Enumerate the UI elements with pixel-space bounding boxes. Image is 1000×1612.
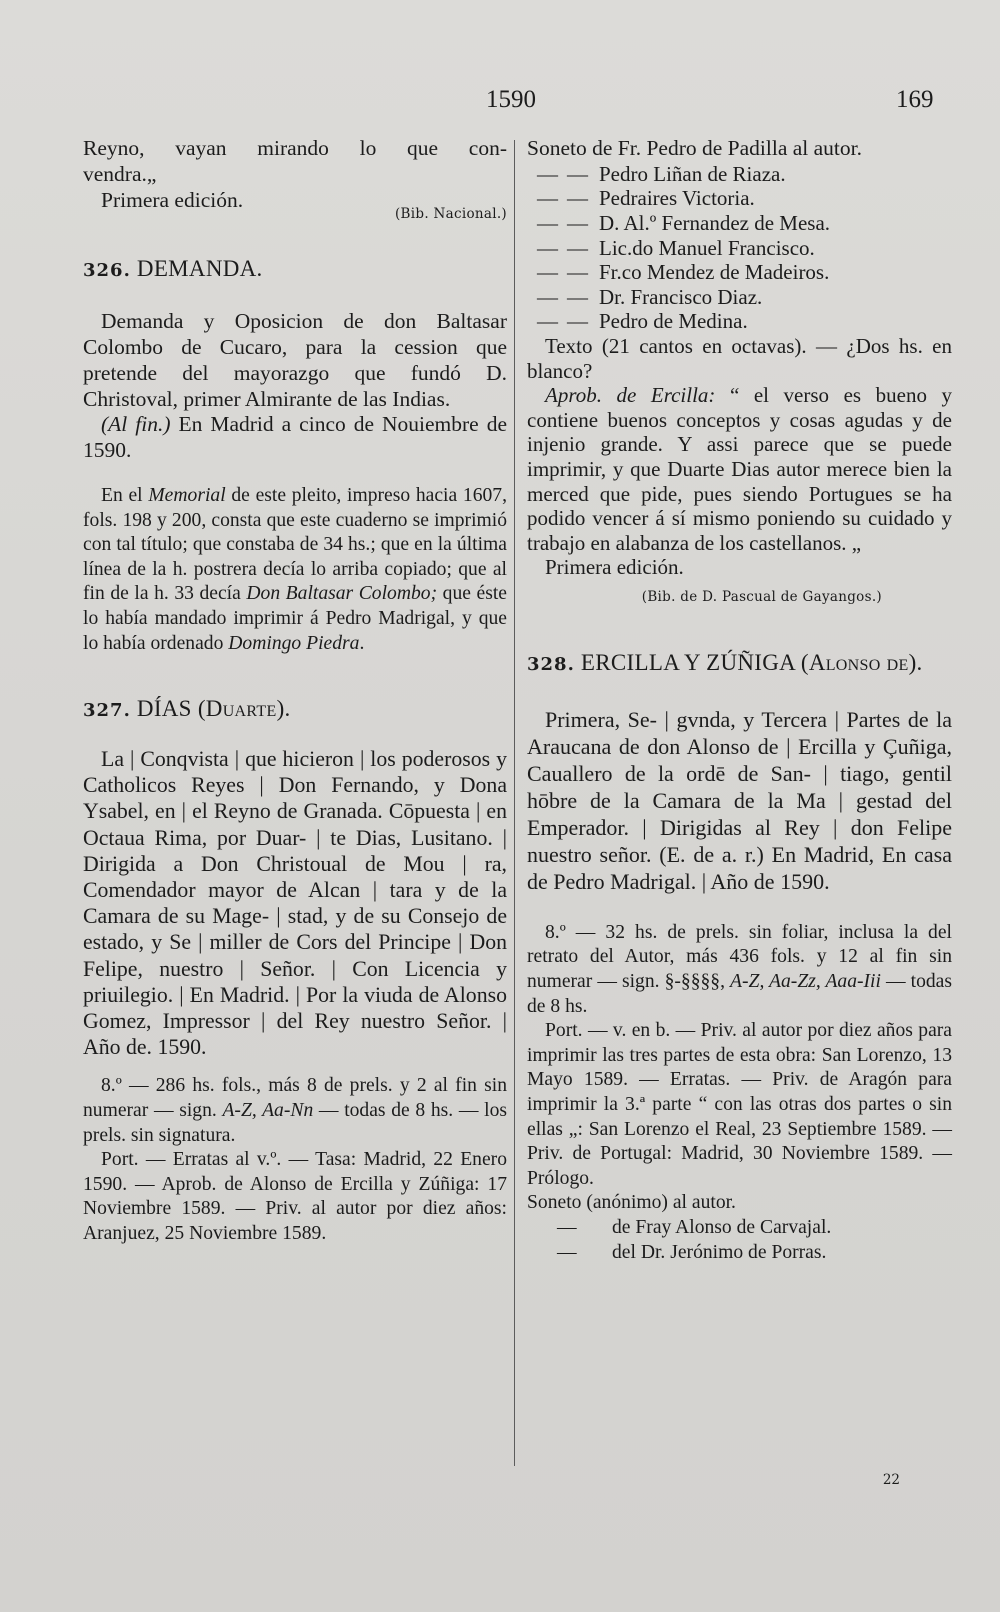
entry-326-number: 326.: [83, 260, 131, 282]
ditto-dash: —: [537, 161, 558, 186]
ditto-dash: —: [567, 260, 588, 285]
ditto-dash: —: [567, 210, 588, 235]
ditto-dash: —: [557, 1241, 577, 1263]
collation-text-b: — todas de 8 hs. — los prels. sin signatura.: [83, 1099, 508, 1146]
note-text-b: de este pleito, impreso hacia 1607, fols. 198 y 200, consta que este cuaderno se imprimió con tal título; que constaba de 34 hs.; que en la última línea de la h. postrera decía lo arriba copiado; que al fin de la h. 33 decía: [83, 484, 507, 605]
entry-328-description: Primera, Se- | gvnda, y Tercera | Partes de la Araucana de don Alonso de | Ercilla y Çuñiga, Cauallero de la ordē de San- | tiago, gentil hōbre de la Camara de la Ma | gestad del Emperador. | Dirigidas al Rey | don Felipe nuestro señor. (E. de a. r.) En Madrid, En casa de Pedro Madrigal. | Año de 1590.: [527, 706, 952, 894]
ditto-dash: —: [567, 309, 588, 334]
colophon-text: En Madrid a cinco de Nouiembre de 1590.: [83, 412, 507, 463]
column-divider: [514, 140, 515, 1466]
entry-327-texto: Texto (21 cantos en octavas). — ¿Dos hs. en blanco?: [527, 333, 952, 383]
note-text-c: que éste lo había mandado imprimir á Pedro Madrigal, y que lo había ordenado: [83, 583, 507, 654]
entry-328-preliminaries: Port. — v. en b. — Priv. al autor por diez años para imprimir las tres partes de esta obra: San Lorenzo, 13 Mayo 1589. — Erratas. — Priv. de Aragón para imprimir la 3.ª parte “ con las otras dos partes o sin ellas „: San Lorenzo el Real, 23 Septiembre 1589. — Priv. de Portugal: Madrid, 30 Noviembre 1589. — Prólogo.: [527, 1020, 952, 1189]
entry-328-title-end: ).: [908, 649, 923, 675]
entry-325-tail-line-2: vendra.„: [83, 161, 157, 186]
sonnet-author: Pedro Liñan de Riaza.: [599, 161, 786, 186]
running-year: 1590: [486, 86, 536, 113]
approbation-label: Aprob. de Ercilla:: [545, 383, 716, 408]
entry-326-heading: [83, 256, 507, 284]
collation-text-b: — todas de 8 hs.: [527, 971, 953, 1017]
sonnet-author: Lic.do Manuel Francisco.: [599, 235, 815, 260]
sonnet-item: [527, 211, 952, 236]
ditto-dash: —: [567, 161, 588, 186]
running-header: [0, 86, 1000, 126]
more-sonnet-item: [527, 1216, 952, 1241]
left-column: [83, 136, 507, 1247]
sonnet-list: [527, 162, 952, 334]
ditto-dash: —: [537, 235, 558, 260]
entry-326-description: Demanda y Oposicion de don Baltasar Colombo de Cucaro, para la cession que pretende del mayorazgo que fundó D. Christoval, primer Almirante de las Indias.: [83, 309, 507, 411]
note-italic-name: Don Baltasar Colombo;: [246, 583, 438, 605]
sonnet-item: [527, 236, 952, 261]
entry-326-title: DEMANDA.: [136, 256, 263, 282]
entry-326-colophon: [83, 412, 507, 464]
entry-327-collation: [83, 1074, 507, 1148]
sonnet-author: Fr.co Mendez de Madeiros.: [599, 260, 830, 285]
sonnet-author: Dr. Francisco Diaz.: [599, 284, 763, 309]
page-number: 169: [896, 86, 934, 113]
colophon-marker: (Al fin.): [101, 412, 171, 437]
sonnet-item: [527, 186, 952, 211]
entry-328-number: 328.: [527, 653, 575, 675]
sonnet-author: de Fray Alonso de Carvajal.: [612, 1217, 832, 1239]
ditto-dash: —: [537, 284, 558, 309]
entry-327-heading: [83, 696, 507, 724]
ditto-dash: —: [537, 210, 558, 235]
note-italic-person: Domingo Piedra: [228, 632, 360, 654]
sonnet-item: [527, 260, 952, 285]
entry-327-title-end: ).: [276, 696, 291, 722]
sonnets-intro: Soneto de Fr. Pedro de Padilla al autor.: [527, 136, 862, 160]
collation-text-a: 8.º — 32 hs. de prels. sin foliar, inclusa la del retrato del Autor, más 436 fols. y 12 al fin sin numerar — sign. §-§§§§,: [527, 921, 952, 993]
note-italic-memorial: Memorial: [148, 484, 226, 506]
entry-328-heading: [527, 648, 952, 680]
sonnet-author: del Dr. Jerónimo de Porras.: [612, 1241, 827, 1263]
more-sonnet-item: [527, 1241, 952, 1266]
approbation-text: “ el verso es bueno y contiene buenos conceptos y cosas agudas y de injenio grande. Y assi parece que se puede imprimir, y que Duarte Dias autor merece bien la merced que pide, pues siendo Portugues se ha podido vencer á sí mismo poniendo su cuidado y trabajo en alabanza de los castellanos. „: [527, 383, 952, 555]
entry-328-title-author: Alonso de: [808, 649, 909, 675]
ditto-dash: —: [567, 284, 588, 309]
collation-signatures: A-Z, Aa-Zz, Aaa-Iii: [730, 971, 881, 993]
ditto-dash: —: [537, 260, 558, 285]
sonnet-author: D. Al.º Fernandez de Mesa.: [599, 210, 831, 235]
entry-327-edition: Primera edición.: [545, 555, 684, 580]
sonnet-author: Pedro de Medina.: [599, 309, 748, 334]
sonnet-item: [527, 162, 952, 187]
entry-328-title: ERCILLA Y ZÚÑIGA (: [580, 649, 809, 675]
entry-327-source: (Bib. de D. Pascual de Gayangos.): [641, 588, 882, 605]
right-column: [527, 136, 952, 1265]
entry-325-edition: Primera edición.: [101, 187, 244, 212]
entry-325-source: (Bib. Nacional.): [394, 206, 507, 223]
entry-328-collation: [527, 921, 952, 1019]
entry-327-approbation: [527, 383, 952, 555]
sonnet-author: Pedraires Victoria.: [599, 186, 755, 211]
ditto-dash: —: [567, 235, 588, 260]
entry-325-tail-line-1: Reyno, vayan mirando lo que con-: [83, 136, 507, 160]
entry-327-title-author: Duarte: [205, 696, 277, 722]
note-text-a: En el: [101, 484, 149, 506]
entry-327-description: La | Conqvista | que hicieron | los poderosos y Catholicos Reyes | Don Fernando, y Dona Ysabel, en | el Reyno de Granada. Cōpuesta | en Octaua Rima, por Duar- | te Dias, Lusitano. | Dirigida a Don Christoual de Mou | ra, Comendador mayor de Alcan | tara y de la Camara de su Mage- | stad, y de su Consejo de estado, y Se | miller de Cors del Principe | Don Felipe, nuestro | Señor. | Con Licencia y priuilegio. | En Madrid. | Por la viuda de Alonso Gomez, Impressor | del Rey nuestro Señor. | Año de. 1590.: [83, 746, 507, 1060]
signature-mark: 22: [882, 1472, 900, 1488]
entry-327-number: 327.: [83, 700, 131, 722]
collation-signatures: A-Z, Aa-Nn: [222, 1099, 314, 1121]
collation-text-a: 8.º — 286 hs. fols., más 8 de prels. y 2 al fin sin numerar — sign.: [83, 1075, 507, 1121]
entry-327-title: DÍAS (: [136, 696, 206, 722]
sonnet-item: [527, 285, 952, 310]
ditto-dash: —: [537, 309, 558, 334]
entry-328-soneto: Soneto (anónimo) al autor.: [527, 1192, 736, 1214]
note-text-d: .: [359, 632, 365, 654]
entry-327-preliminaries: Port. — Erratas al v.º. — Tasa: Madrid, 22 Enero 1590. — Aprob. de Alonso de Ercilla y Zúñiga: 17 Noviembre 1589. — Priv. al autor por diez años: Aranjuez, 25 Noviembre 1589.: [83, 1149, 507, 1244]
ditto-dash: —: [567, 186, 588, 211]
ditto-dash: —: [557, 1217, 577, 1239]
entry-326-note: [83, 484, 507, 656]
sonnet-item: [527, 309, 952, 334]
ditto-dash: —: [537, 186, 558, 211]
